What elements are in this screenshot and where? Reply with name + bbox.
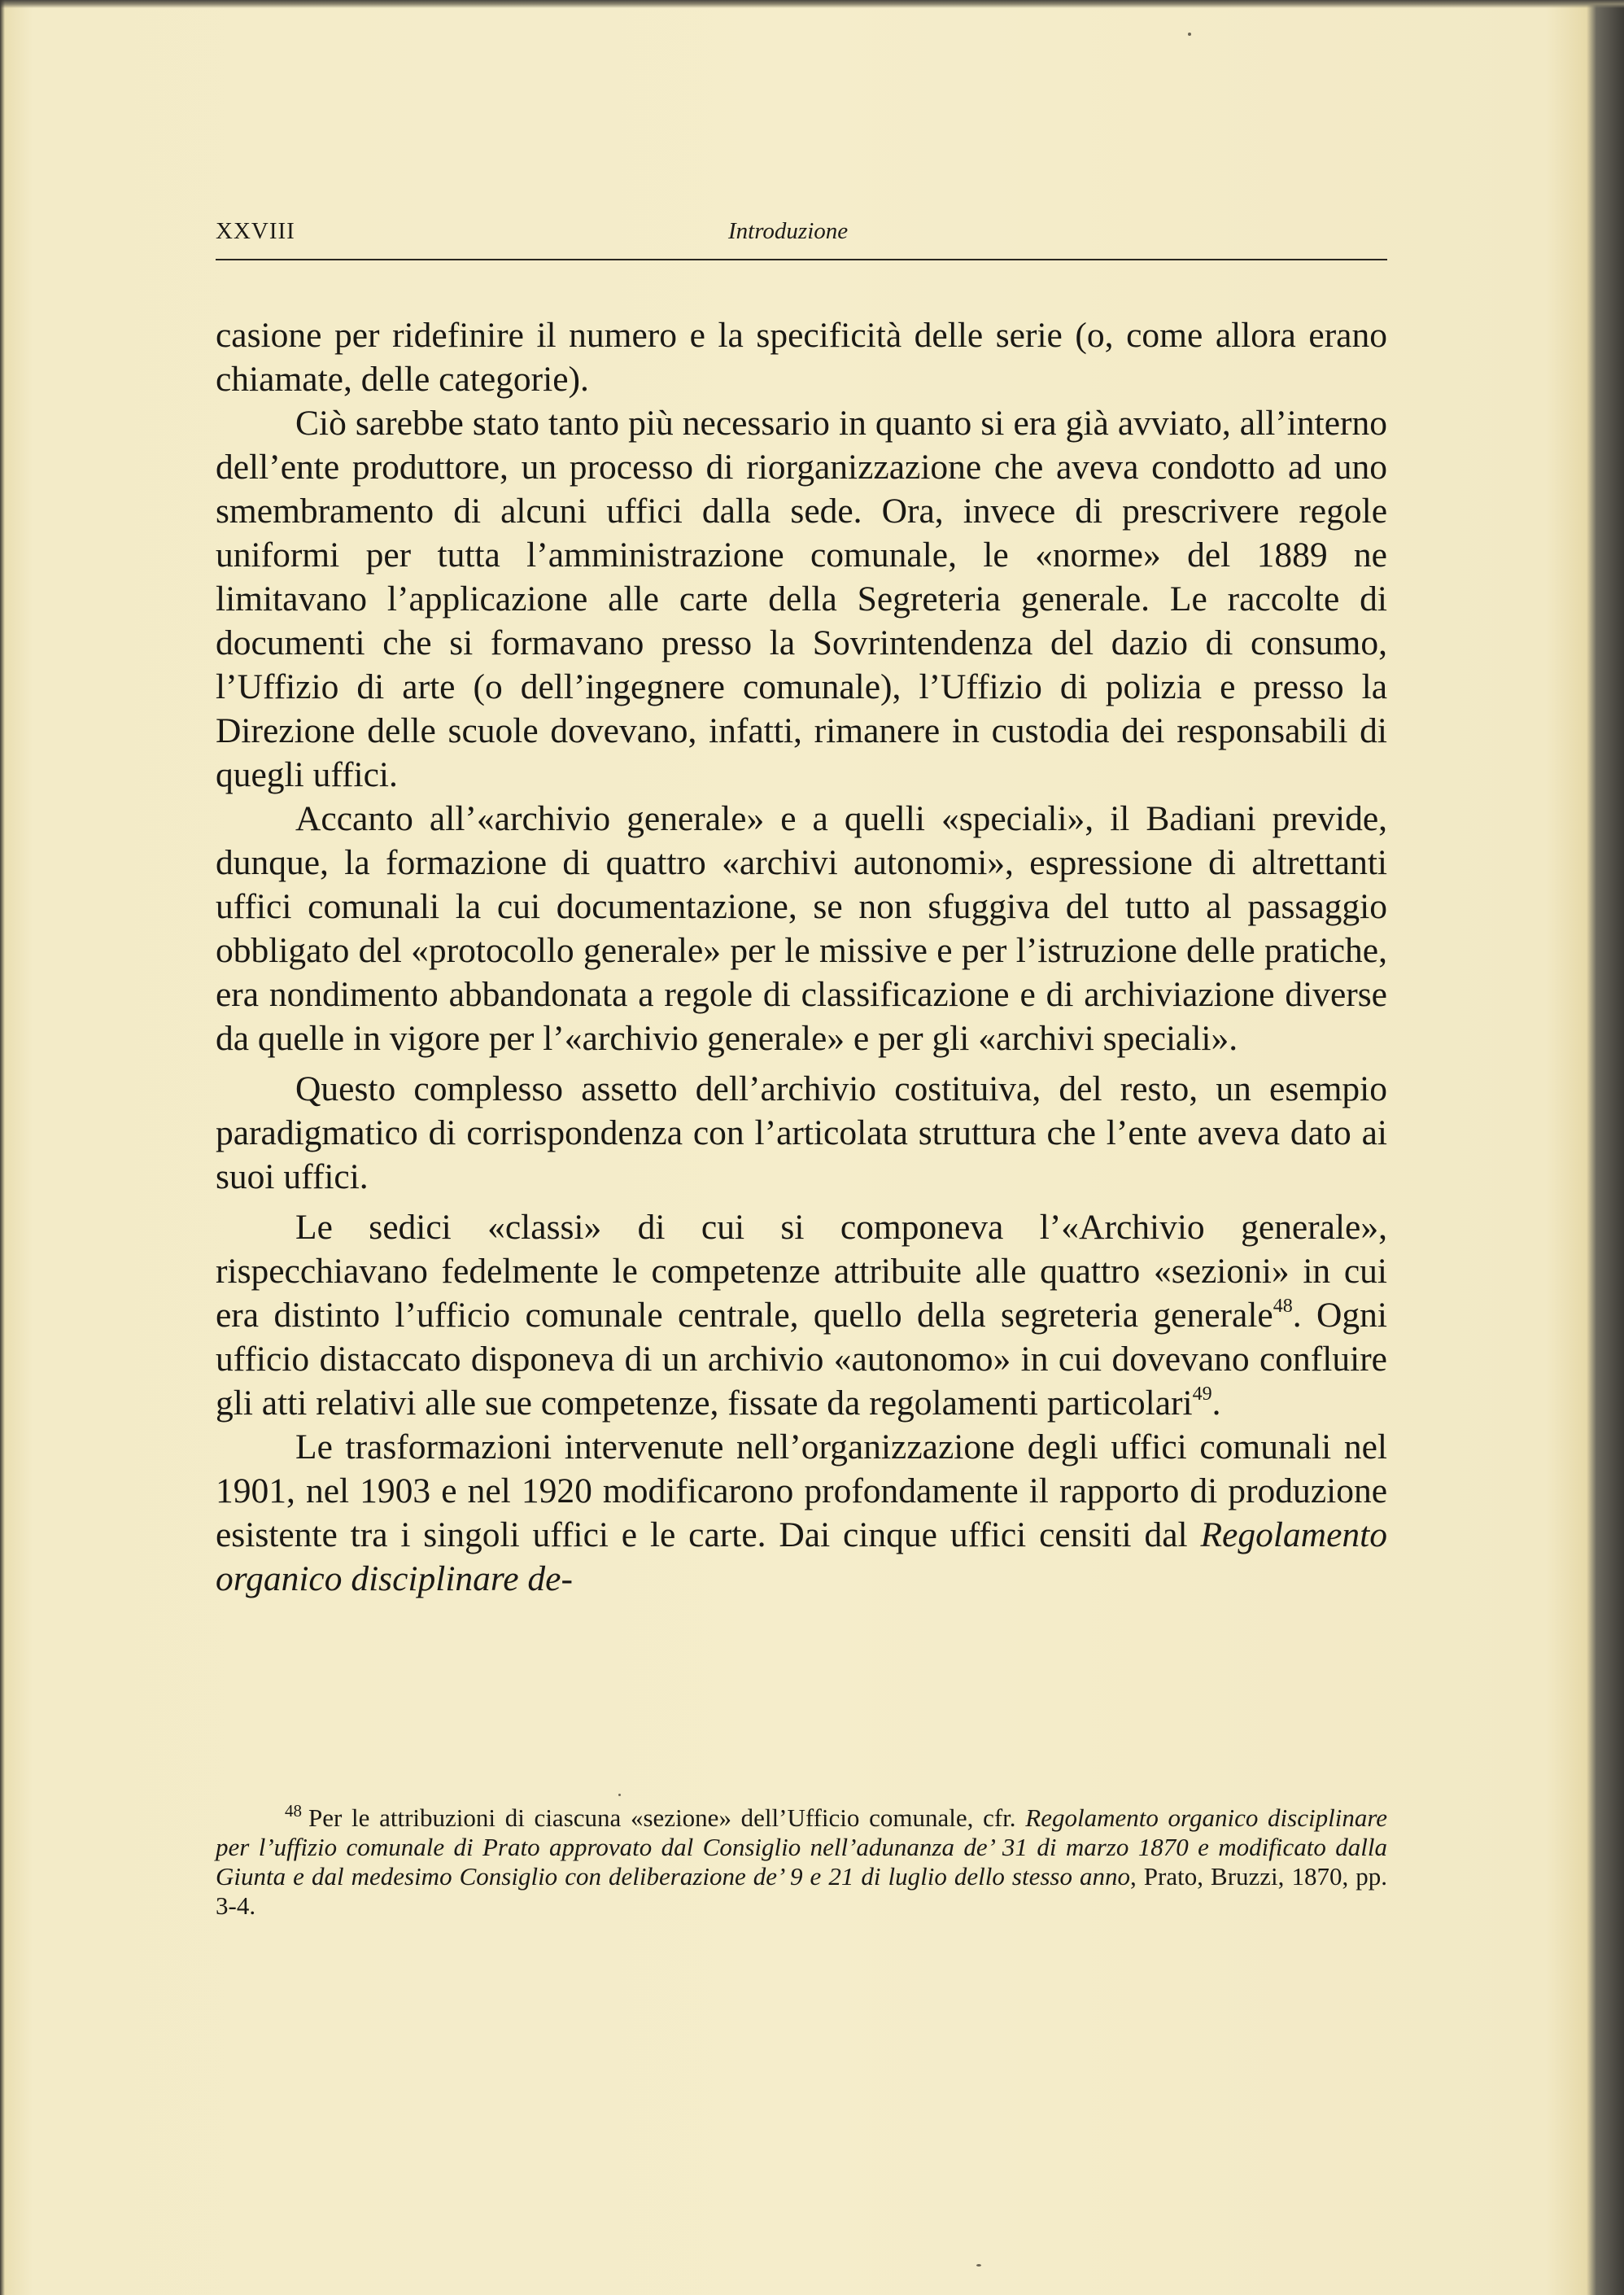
paragraph-2: Ciò sarebbe stato tanto più necessario in quanto si era già avviato, all’interno dell’ente produttore, un processo di riorganizzazione che aveva condotto ad uno smembramento di alcuni uffici dalla sede. Ora, invece di prescrivere regole uniformi per tutta l’amministrazione comunale, le «norme» del 1889 ne limitavano l’applicazione alle carte della Segreteria generale. Le raccolte di documenti che si formavano presso la Sovrintendenza del dazio di consumo, l’Uffizio di arte (o dell’ingegnere comunale), l’Uffizio di polizia e presso la Direzione delle scuole dovevano, infatti, rimanere in custodia dei responsabili di quegli uffici. — [216, 404, 1387, 794]
paper-speck — [976, 2264, 981, 2267]
paragraph-gap — [216, 1199, 1387, 1205]
paragraph-3: Accanto all’«archivio generale» e a quelli «speciali», il Badiani previde, dunque, la formazione di quattro «archivi autonomi», espressione di altrettanti uffici comunali la cui documentazione, se non sfuggiva del tutto al passaggio obbligato del «protocollo generale» per le missive e per l’istruzione delle pratiche, era nondimento abbandonata a regole di classificazione e di archiviazione diverse da quelle in vigore per l’«archivio generale» e per gli «archivi speciali». — [216, 799, 1387, 1058]
paragraph-5-part-3: . — [1211, 1384, 1221, 1423]
paragraph-6-plain: Le trasformazioni intervenute nell’organizzazione degli uffici comunali nel 1901, nel 1903 e nel 1920 modificarono profondamente il rapporto di produzione esistente tra i singoli uffici e le carte. Dai cinque uffici censiti dal — [216, 1427, 1387, 1554]
footnote-plain-2: , Prato, Bruzzi, 1870, pp. 3-4. — [216, 1862, 1387, 1920]
footnote-italic-title: Regolamento organico disciplinare per l’uffizio comunale di Prato approvato dal Consiglio nell’adunanza de’ 31 di marzo 1870 e modificato dalla Giunta e dal medesimo Consiglio con deliberazione de’ 9 e 21 di luglio dello stesso anno — [216, 1803, 1387, 1891]
paper-speck — [1188, 33, 1191, 36]
header-rule — [216, 259, 1387, 260]
footnote-48 — [216, 1803, 1387, 1921]
page-header — [216, 218, 1387, 259]
body-text — [216, 313, 1387, 1601]
paragraph-gap — [216, 1060, 1387, 1067]
paragraph-5-part-1: Le sedici «classi» di cui si componeva l’«Archivio generale», rispecchiavano fedelmente le competenze attribuite alle quattro «sezioni» in cui era distinto l’ufficio comunale centrale, quello della segreteria generale — [216, 1208, 1387, 1335]
paragraph-5 — [216, 1205, 1387, 1425]
footnotes — [216, 1803, 1387, 1921]
footnote-48-text — [216, 1803, 1387, 1921]
paper-speck — [618, 1794, 621, 1796]
footnote-ref-49: 49 — [1192, 1384, 1212, 1405]
paragraph-1: casione per ridefinire il numero e la specificità delle serie (o, come allora erano chiamate, delle categorie). — [216, 316, 1387, 399]
paragraph-4: Questo complesso assetto dell’archivio costituiva, del resto, un esempio paradigmatico di corrispondenza con l’articolata struttura che l’ente aveva dato ai suoi uffici. — [216, 1069, 1387, 1196]
running-head: Introduzione — [728, 218, 849, 244]
paragraph-6-italic-title: Regolamento organico disciplinare de- — [216, 1515, 1387, 1598]
footnote-plain-1: Per le attribuzioni di ciascuna «sezione» dell’Ufficio comunale, cfr. — [308, 1803, 1026, 1832]
page-number: XXVIII — [216, 218, 295, 244]
page-top-edge — [0, 0, 1624, 8]
paragraph-6 — [216, 1425, 1387, 1601]
paragraph-5-part-2: . Ogni ufficio distaccato disponeva di un archivio «autonomo» in cui dovevano confluire gli atti relativi alle sue competenze, fissate da regolamenti particolari — [216, 1296, 1388, 1423]
footnote-number: 48 — [285, 1801, 302, 1821]
footnote-ref-48: 48 — [1273, 1296, 1293, 1317]
page-left-edge — [0, 0, 5, 2295]
